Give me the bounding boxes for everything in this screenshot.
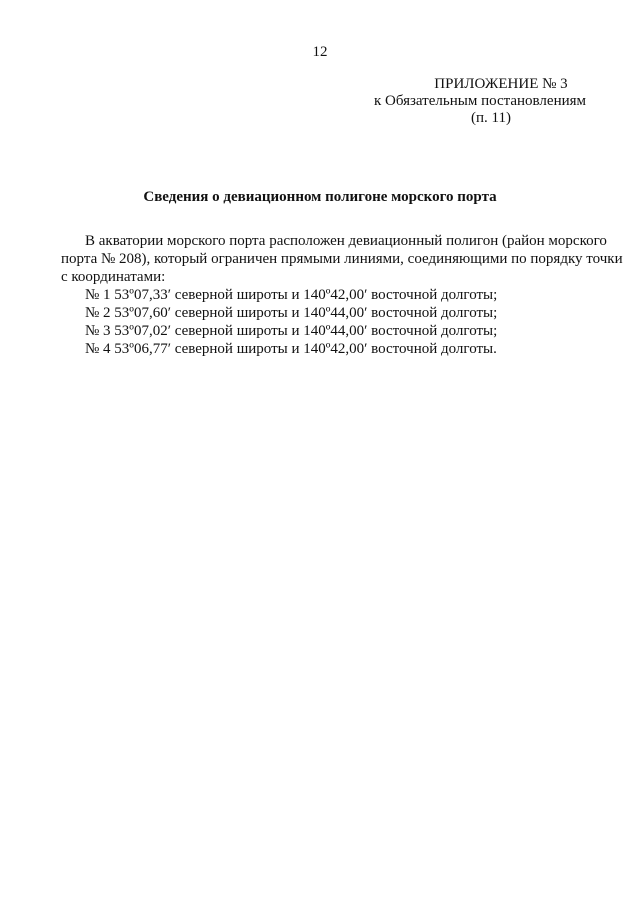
coordinate-point: № 2 53º07,60′ северной широты и 140º44,00′ восточной долготы; bbox=[85, 305, 498, 321]
intro-line: порта № 208), который ограничен прямыми линиями, соединяющими по порядку точки bbox=[61, 251, 623, 267]
appendix-header bbox=[360, 76, 600, 127]
coordinate-list bbox=[85, 286, 600, 358]
coordinate-point: № 4 53º06,77′ северной широты и 140º42,00′ восточной долготы. bbox=[85, 341, 497, 357]
intro-line: с координатами: bbox=[61, 269, 166, 285]
appendix-reference: (п. 11) bbox=[471, 110, 511, 126]
appendix-title: ПРИЛОЖЕНИЕ № 3 bbox=[434, 76, 568, 92]
appendix-subtitle: к Обязательным постановлениям bbox=[373, 93, 587, 109]
intro-paragraph bbox=[61, 232, 623, 286]
document-body bbox=[61, 232, 623, 358]
coordinate-point: № 1 53º07,33′ северной широты и 140º42,00′ восточной долготы; bbox=[85, 287, 498, 303]
coordinate-point: № 3 53º07,02′ северной широты и 140º44,00′ восточной долготы; bbox=[85, 323, 498, 339]
intro-line: В акватории морского порта расположен девиационный полигон (район морского bbox=[85, 233, 607, 249]
page-number: 12 bbox=[312, 44, 328, 60]
document-title: Сведения о девиационном полигоне морского порта bbox=[143, 189, 497, 205]
